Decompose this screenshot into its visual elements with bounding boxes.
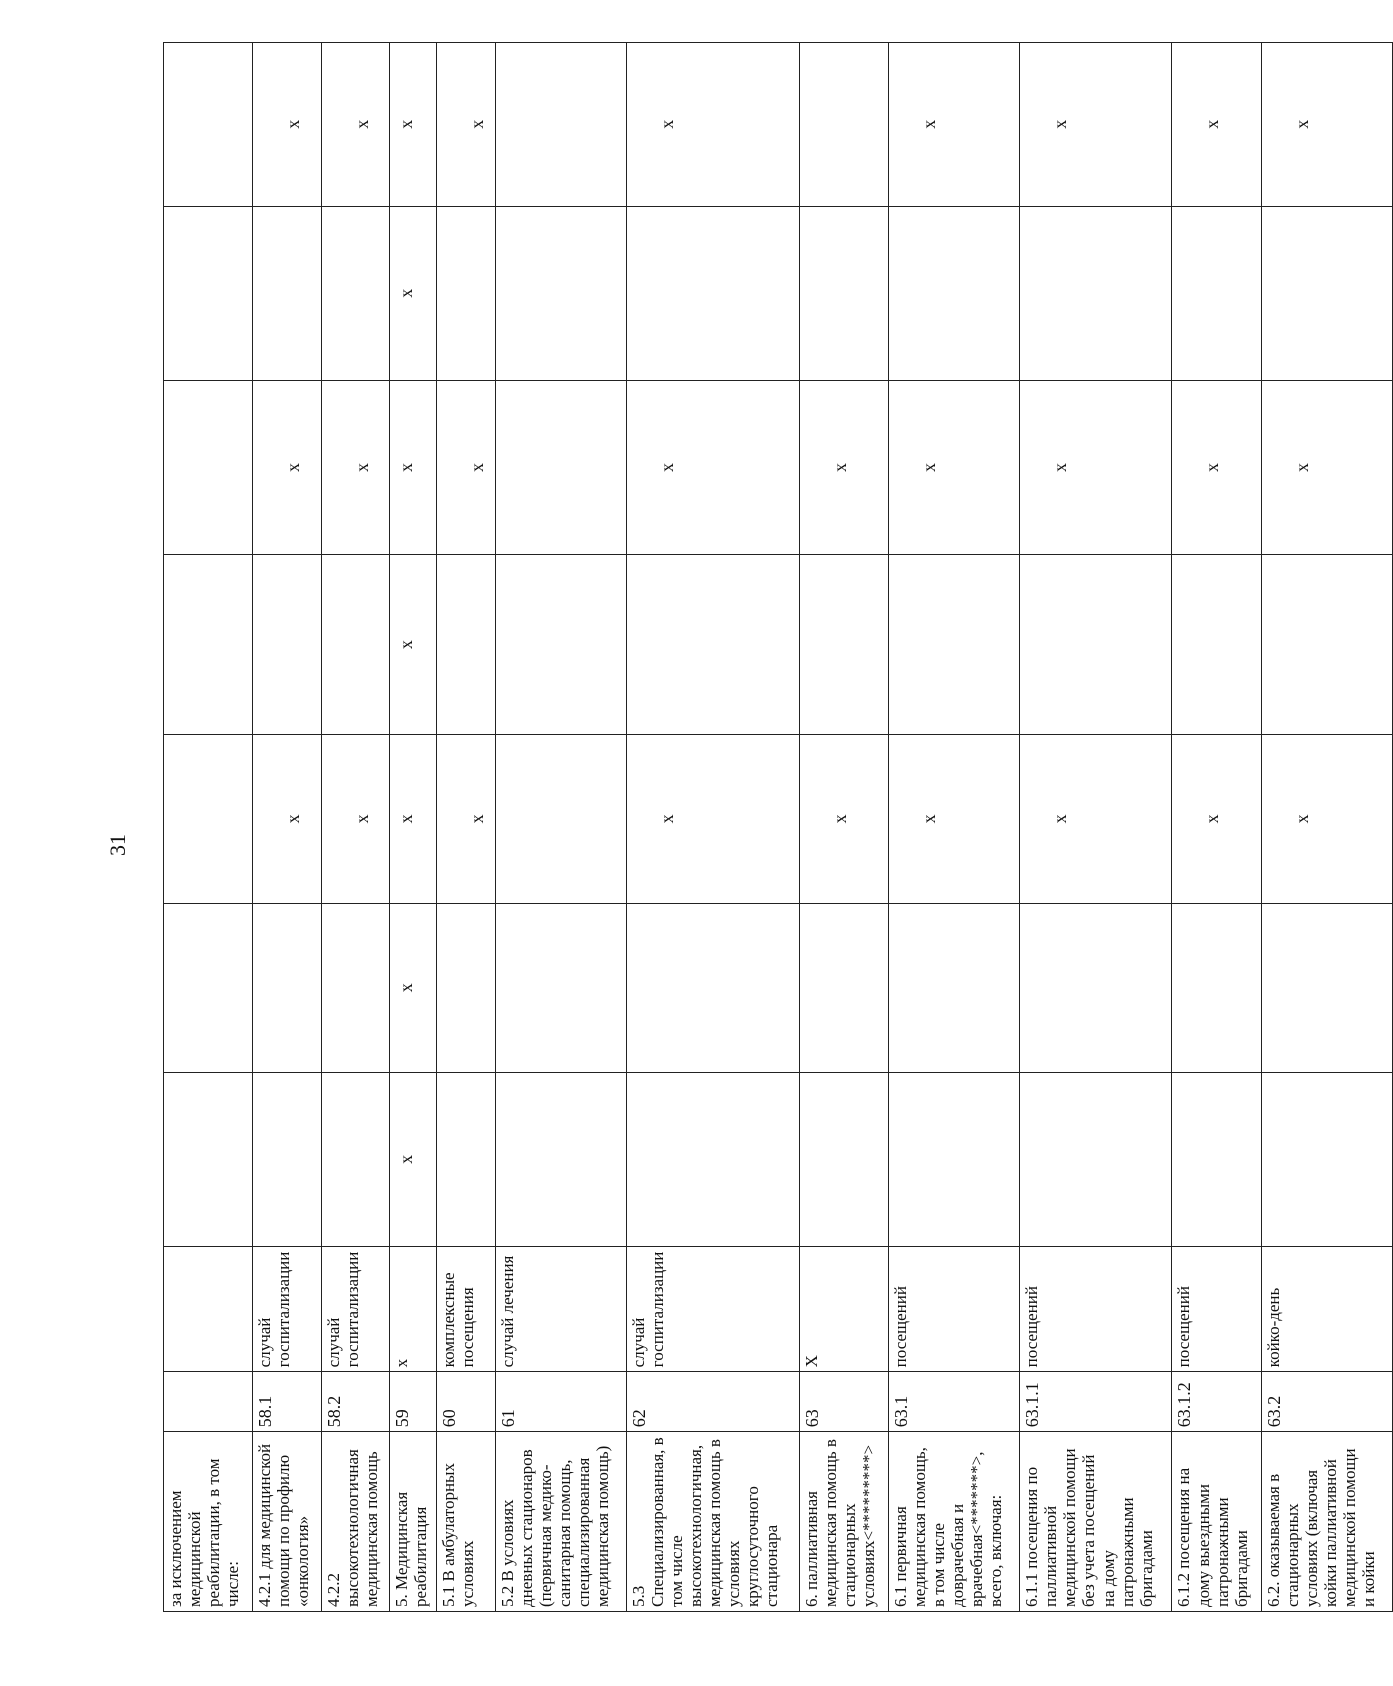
row-mark-c4 [626, 555, 799, 735]
row-code: 63.1.2 [1172, 1372, 1261, 1432]
row-mark-c7: x [253, 43, 321, 207]
row-mark-c7: x [321, 43, 389, 207]
row-label: 5.2 В условиях дневных стационаров (первичная медико-санитарная помощь, специализированная медицинская помощь) [495, 1432, 626, 1612]
row-mark-c3: x [1261, 734, 1392, 903]
row-mark-c2 [889, 903, 1020, 1072]
row-mark-c5 [495, 380, 626, 554]
row-mark-c1 [321, 1072, 389, 1246]
row-mark-c6 [253, 206, 321, 380]
row-mark-c5: x [889, 380, 1020, 554]
row-mark-c1 [437, 1072, 495, 1246]
row-unit: койко-день [1261, 1247, 1392, 1372]
row-mark-c4 [889, 555, 1020, 735]
table-row [253, 43, 321, 1612]
row-label: 6. паллиативная медицинская помощь в стационарных условиях<*********> [799, 1432, 888, 1612]
row-code: 63.1 [889, 1372, 1020, 1432]
row-label: 6.1.2 посещения на дому выездными патронажными бригадами [1172, 1432, 1261, 1612]
row-unit: посещений [889, 1247, 1020, 1372]
row-mark-c4 [495, 555, 626, 735]
row-code: 63.2 [1261, 1372, 1392, 1432]
table-row [437, 43, 495, 1612]
row-mark-c1 [164, 1072, 253, 1246]
table-row [1261, 43, 1392, 1612]
row-mark-c2 [321, 903, 389, 1072]
row-mark-c5: x [1261, 380, 1392, 554]
row-mark-c6 [321, 206, 389, 380]
row-mark-c3: x [889, 734, 1020, 903]
row-mark-c2 [1172, 903, 1261, 1072]
row-mark-c2 [253, 903, 321, 1072]
row-mark-c3: x [626, 734, 799, 903]
row-mark-c5: x [253, 380, 321, 554]
row-label: 5.3 Специализированная, в том числе высокотехнологичная, медицинская помощь в условиях круглосуточного стационара [626, 1432, 799, 1612]
row-mark-c3 [495, 734, 626, 903]
row-mark-c5: x [799, 380, 888, 554]
row-label: 4.2.2 высокотехнологичная медицинская помощь [321, 1432, 389, 1612]
row-mark-c2 [495, 903, 626, 1072]
table-row [495, 43, 626, 1612]
row-mark-c5: x [626, 380, 799, 554]
rotated-table-container [163, 42, 1393, 1612]
row-unit: случай лечения [495, 1247, 626, 1372]
row-mark-c4 [437, 555, 495, 735]
row-label: 5. Медицинская реабилитация [389, 1432, 436, 1612]
row-mark-c3: x [321, 734, 389, 903]
row-label: 6.1.1 посещения по паллиативной медицинской помощи без учета посещений на дому патронажными бригадами [1020, 1432, 1172, 1612]
row-unit: случай госпитализации [253, 1247, 321, 1372]
row-mark-c3: x [253, 734, 321, 903]
row-mark-c7: x [1261, 43, 1392, 207]
row-mark-c6 [799, 206, 888, 380]
row-code: 59 [389, 1372, 436, 1432]
table-row [1020, 43, 1172, 1612]
row-code: 58.2 [321, 1372, 389, 1432]
row-mark-c7 [164, 43, 253, 207]
row-mark-c7 [495, 43, 626, 207]
row-mark-c3: x [389, 734, 436, 903]
row-mark-c5: x [1172, 380, 1261, 554]
row-mark-c3: x [799, 734, 888, 903]
row-mark-c4 [1261, 555, 1392, 735]
row-mark-c1: x [389, 1072, 436, 1246]
row-mark-c5: x [437, 380, 495, 554]
page-number: 31 [105, 834, 130, 856]
row-mark-c1 [889, 1072, 1020, 1246]
row-mark-c4 [321, 555, 389, 735]
row-mark-c7: x [889, 43, 1020, 207]
row-mark-c4 [799, 555, 888, 735]
row-mark-c4: x [389, 555, 436, 735]
table-row [799, 43, 888, 1612]
table-row [389, 43, 436, 1612]
row-mark-c5: x [389, 380, 436, 554]
row-label: за исключением медицинской реабилитации, в том числе: [164, 1432, 253, 1612]
row-mark-c5: x [321, 380, 389, 554]
row-mark-c6 [495, 206, 626, 380]
row-mark-c1 [253, 1072, 321, 1246]
table-row [321, 43, 389, 1612]
table-row [889, 43, 1020, 1612]
row-mark-c2: x [389, 903, 436, 1072]
row-mark-c6: x [389, 206, 436, 380]
row-code: 62 [626, 1372, 799, 1432]
row-mark-c2 [1261, 903, 1392, 1072]
row-mark-c2 [626, 903, 799, 1072]
row-code [164, 1372, 253, 1432]
row-mark-c7: x [1172, 43, 1261, 207]
row-mark-c7: x [626, 43, 799, 207]
table-row [164, 43, 253, 1612]
row-unit: случай госпитализации [321, 1247, 389, 1372]
row-mark-c4 [1020, 555, 1172, 735]
row-mark-c7 [799, 43, 888, 207]
row-mark-c4 [253, 555, 321, 735]
row-mark-c6 [626, 206, 799, 380]
row-unit: случай госпитализации [626, 1247, 799, 1372]
row-mark-c1 [626, 1072, 799, 1246]
row-mark-c7: x [437, 43, 495, 207]
row-mark-c1 [799, 1072, 888, 1246]
row-mark-c5 [164, 380, 253, 554]
row-label: 5.1 В амбулаторных условиях [437, 1432, 495, 1612]
row-mark-c3: x [437, 734, 495, 903]
row-unit: посещений [1020, 1247, 1172, 1372]
row-code: 60 [437, 1372, 495, 1432]
row-mark-c1 [1261, 1072, 1392, 1246]
row-code: 58.1 [253, 1372, 321, 1432]
row-mark-c4 [164, 555, 253, 735]
row-mark-c6 [1020, 206, 1172, 380]
row-unit: x [389, 1247, 436, 1372]
row-label: 6.1 первичная медицинская помощь, в том числе доврачебная и врачебная<*******>, всего, включая: [889, 1432, 1020, 1612]
row-mark-c2 [1020, 903, 1172, 1072]
row-mark-c6 [889, 206, 1020, 380]
table-row [1172, 43, 1261, 1612]
row-mark-c2 [164, 903, 253, 1072]
row-mark-c7: x [389, 43, 436, 207]
row-code: 63 [799, 1372, 888, 1432]
row-label: 4.2.1 для медицинской помощи по профилю «онкология» [253, 1432, 321, 1612]
row-mark-c4 [1172, 555, 1261, 735]
row-mark-c1 [1172, 1072, 1261, 1246]
row-mark-c7: x [1020, 43, 1172, 207]
row-mark-c6 [1172, 206, 1261, 380]
row-unit: X [799, 1247, 888, 1372]
row-unit: посещений [1172, 1247, 1261, 1372]
row-mark-c6 [164, 206, 253, 380]
row-mark-c1 [495, 1072, 626, 1246]
row-unit: комплексные посещения [437, 1247, 495, 1372]
row-code: 61 [495, 1372, 626, 1432]
row-code: 63.1.1 [1020, 1372, 1172, 1432]
row-unit [164, 1247, 253, 1372]
row-mark-c5: x [1020, 380, 1172, 554]
row-mark-c1 [1020, 1072, 1172, 1246]
row-label: 6.2. оказываемая в стационарных условиях (включая койки паллиативной медицинской помощи и койки [1261, 1432, 1392, 1612]
table-row [626, 43, 799, 1612]
row-mark-c3 [164, 734, 253, 903]
data-table [163, 42, 1393, 1612]
row-mark-c2 [437, 903, 495, 1072]
row-mark-c2 [799, 903, 888, 1072]
row-mark-c6 [1261, 206, 1392, 380]
row-mark-c3: x [1020, 734, 1172, 903]
row-mark-c3: x [1172, 734, 1261, 903]
row-mark-c6 [437, 206, 495, 380]
